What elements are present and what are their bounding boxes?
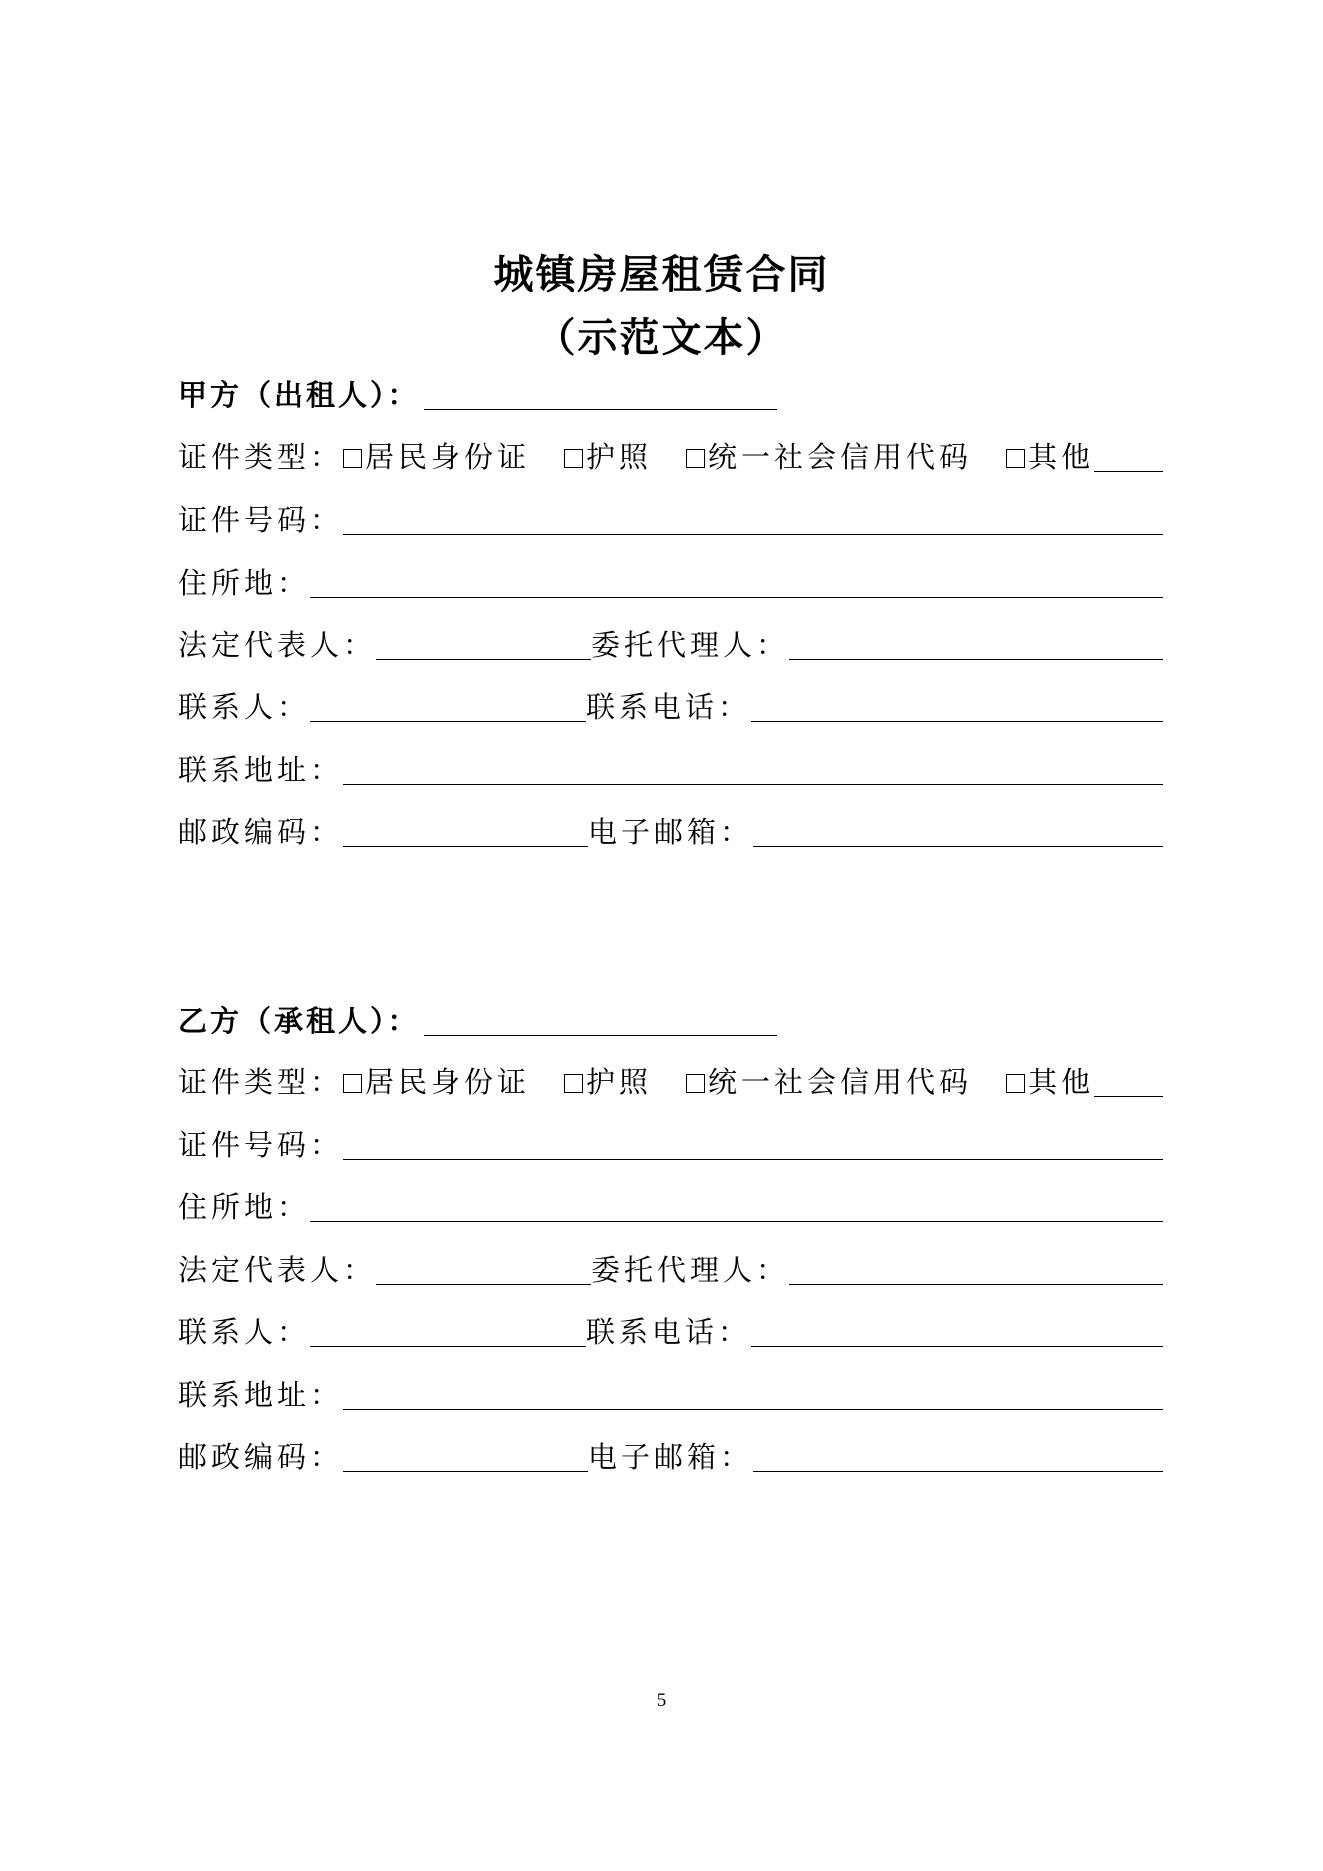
option-resident-id[interactable]: 居民身份证	[343, 440, 530, 476]
party-b-postcode-row	[178, 1432, 1163, 1476]
checkbox-resident-id[interactable]	[343, 449, 362, 468]
party-a-contact-address-field[interactable]	[343, 754, 1163, 785]
agent-label: 委托代理人：	[591, 628, 790, 662]
party-b-postcode-field[interactable]	[343, 1441, 588, 1472]
party-b-email-field[interactable]	[753, 1441, 1163, 1472]
checkbox-passport[interactable]	[564, 1074, 583, 1093]
option-credit-code[interactable]: 统一社会信用代码	[686, 1065, 972, 1101]
party-b-phone-field[interactable]	[751, 1316, 1163, 1347]
party-a-name-field[interactable]	[424, 379, 777, 410]
contact-address-label: 联系地址：	[178, 753, 344, 787]
contact-label: 联系人：	[178, 690, 311, 724]
legal-rep-label: 法定代表人：	[178, 628, 377, 662]
party-a-postcode-row	[178, 807, 1163, 851]
postcode-label: 邮政编码：	[178, 815, 344, 849]
party-a-phone-field[interactable]	[751, 691, 1163, 722]
address-label: 住所地：	[178, 566, 311, 600]
party-a-address-field[interactable]	[310, 567, 1163, 598]
phone-label: 联系电话：	[586, 1315, 752, 1349]
party-a-agent-field[interactable]	[789, 629, 1163, 660]
checkbox-credit-code[interactable]	[686, 1074, 705, 1093]
party-a-rep-row	[178, 620, 1163, 664]
other-id-type-field[interactable]	[1094, 1066, 1163, 1097]
party-b-heading-row	[178, 996, 1163, 1040]
option-resident-id[interactable]: 居民身份证	[343, 1065, 530, 1101]
party-a-contact-field[interactable]	[310, 691, 586, 722]
contact-address-label: 联系地址：	[178, 1378, 344, 1412]
party-a-id-number-row	[178, 495, 1163, 539]
party-b-contact-field[interactable]	[310, 1316, 586, 1347]
party-a-heading-row	[178, 370, 1163, 414]
party-a-id-number-field[interactable]	[343, 504, 1163, 535]
party-a-email-field[interactable]	[753, 816, 1163, 847]
contact-label: 联系人：	[178, 1315, 311, 1349]
phone-label: 联系电话：	[586, 690, 752, 724]
address-label: 住所地：	[178, 1190, 311, 1224]
legal-rep-label: 法定代表人：	[178, 1253, 377, 1287]
party-a-address-row	[178, 558, 1163, 602]
postcode-label: 邮政编码：	[178, 1440, 344, 1474]
party-a-legal-rep-field[interactable]	[376, 629, 591, 660]
id-type-label: 证件类型：	[178, 440, 344, 474]
party-a-heading: 甲方（出租人）：	[178, 378, 420, 412]
party-b-id-type-row	[178, 1057, 1163, 1101]
checkbox-other[interactable]	[1006, 1074, 1025, 1093]
party-b-id-number-field[interactable]	[343, 1129, 1163, 1160]
party-b-address-row	[178, 1182, 1163, 1226]
page-number: 5	[656, 1690, 667, 1711]
party-b-name-field[interactable]	[424, 1005, 777, 1036]
id-type-label: 证件类型：	[178, 1065, 344, 1099]
party-b-address-field[interactable]	[310, 1191, 1163, 1222]
id-number-label: 证件号码：	[178, 503, 344, 537]
party-b-heading: 乙方（承租人）：	[178, 1004, 420, 1038]
party-a-contact-row	[178, 682, 1163, 726]
document-title: 城镇房屋租赁合同	[493, 252, 830, 298]
party-b-id-number-row	[178, 1120, 1163, 1164]
document-subtitle: （示范文本）	[535, 315, 788, 361]
option-other[interactable]: 其他	[1006, 440, 1094, 476]
party-b-agent-field[interactable]	[789, 1254, 1163, 1285]
party-b-contact-row	[178, 1307, 1163, 1351]
option-credit-code[interactable]: 统一社会信用代码	[686, 440, 972, 476]
party-a-id-type-row	[178, 432, 1163, 476]
other-id-type-field[interactable]	[1094, 441, 1163, 472]
id-number-label: 证件号码：	[178, 1128, 344, 1162]
party-b-contact-address-field[interactable]	[343, 1379, 1163, 1410]
option-passport[interactable]: 护照	[564, 440, 652, 476]
party-b-rep-row	[178, 1245, 1163, 1289]
email-label: 电子邮箱：	[588, 815, 754, 849]
option-passport[interactable]: 护照	[564, 1065, 652, 1101]
party-a-contact-address-row	[178, 745, 1163, 789]
checkbox-credit-code[interactable]	[686, 449, 705, 468]
party-a-postcode-field[interactable]	[343, 816, 588, 847]
checkbox-other[interactable]	[1006, 449, 1025, 468]
checkbox-resident-id[interactable]	[343, 1074, 362, 1093]
party-b-legal-rep-field[interactable]	[376, 1254, 591, 1285]
agent-label: 委托代理人：	[591, 1253, 790, 1287]
party-b-contact-address-row	[178, 1370, 1163, 1414]
email-label: 电子邮箱：	[588, 1440, 754, 1474]
checkbox-passport[interactable]	[564, 449, 583, 468]
option-other[interactable]: 其他	[1006, 1065, 1094, 1101]
